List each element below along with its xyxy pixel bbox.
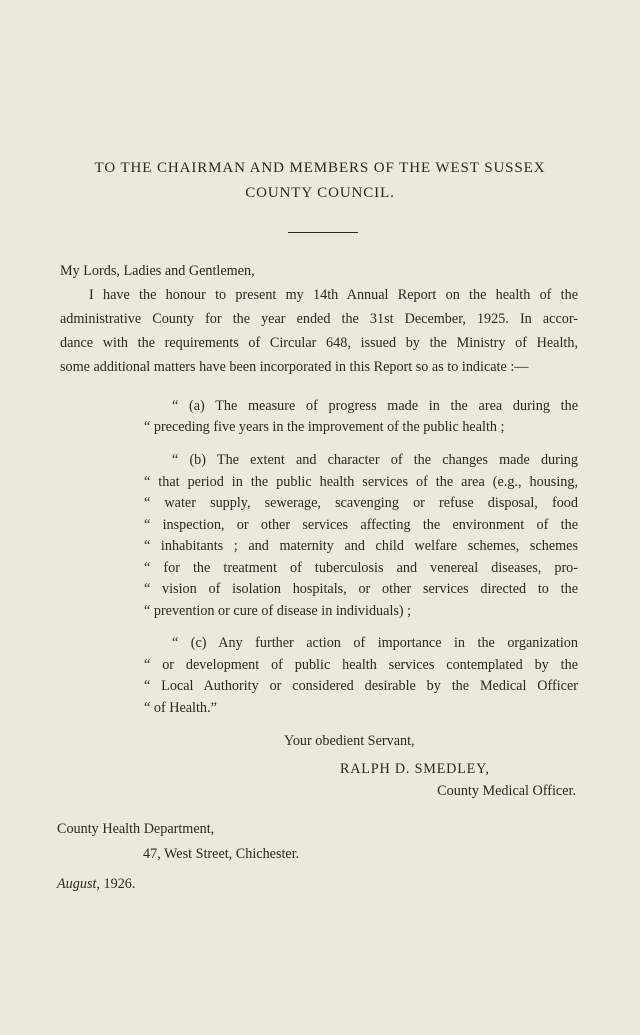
intro-line-4: some additional matters have been incorporated in this Report so as to indicate :— <box>60 359 529 375</box>
quote-a-line-1: “ (a) The measure of progress made in the area during the <box>172 398 578 414</box>
signature-name: RALPH D. SMEDLEY, <box>340 761 490 777</box>
quote-c-line-3: “ Local Authority or considered desirable by the Medical Officer <box>144 678 578 694</box>
heading-line-2: COUNTY COUNCIL. <box>245 185 395 201</box>
quote-b-line-6: “ for the treatment of tuberculosis and venereal diseases, pro- <box>144 560 578 576</box>
intro-line-3: dance with the requirements of Circular 648, issued by the Ministry of Health, <box>60 335 578 351</box>
date-year: , 1926. <box>96 876 136 892</box>
closing: Your obedient Servant, <box>284 733 415 749</box>
heading-divider <box>288 232 358 233</box>
quote-c-line-2: “ or development of public health services contemplated by the <box>144 657 578 673</box>
quote-c-line-1: “ (c) Any further action of importance in the organization <box>172 635 578 651</box>
quote-b-line-7: “ vision of isolation hospitals, or other services directed to the <box>144 581 578 597</box>
intro-line-2: administrative County for the year ended the 31st December, 1925. In accor- <box>60 311 578 327</box>
quote-b-line-8: “ prevention or cure of disease in individuals) ; <box>144 603 412 619</box>
signature-title: County Medical Officer. <box>437 783 576 799</box>
quote-c-line-4: “ of Health.” <box>144 700 217 716</box>
salutation: My Lords, Ladies and Gentlemen, <box>60 263 255 279</box>
date <box>57 875 135 893</box>
date-month: August <box>57 876 97 892</box>
quote-b-line-4: “ inspection, or other services affecting the environment of the <box>144 517 578 533</box>
quote-b-line-2: “ that period in the public health services of the area (e.g., housing, <box>144 474 578 490</box>
quote-b-line-3: “ water supply, sewerage, scavenging or refuse disposal, food <box>144 495 578 511</box>
quote-b-line-1: “ (b) The extent and character of the changes made during <box>172 452 578 468</box>
intro-line-1: I have the honour to present my 14th Annual Report on the health of the <box>89 287 578 303</box>
heading-line-1: TO THE CHAIRMAN AND MEMBERS OF THE WEST SUSSEX <box>94 160 546 176</box>
quote-a-line-2: “ preceding five years in the improvement of the public health ; <box>144 419 505 435</box>
quote-b-line-5: “ inhabitants ; and maternity and child welfare schemes, schemes <box>144 538 578 554</box>
address-department: County Health Department, <box>57 821 215 837</box>
address-street: 47, West Street, Chichester. <box>143 846 300 862</box>
